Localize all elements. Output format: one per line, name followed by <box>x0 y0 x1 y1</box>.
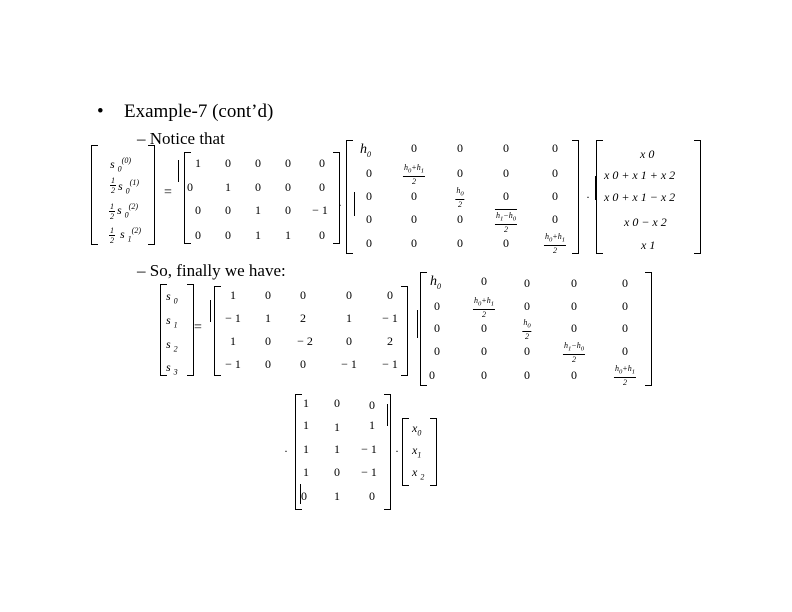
eq2-h12: 0 <box>524 299 530 313</box>
eq2-h30: 0 <box>434 344 440 358</box>
eq1-h42: 0 <box>457 236 463 250</box>
eq2-b20: 1 <box>303 442 309 456</box>
lhs1-right-bracket <box>148 145 155 245</box>
eq1-a04: 0 <box>319 156 325 170</box>
eq2-a21: 0 <box>265 334 271 348</box>
lhs1-s1-2: s $_1^{(2)}$ <box>120 226 141 244</box>
lhs2-s2: s $_2$ <box>166 337 178 354</box>
eq2-b11: 1 <box>334 420 340 434</box>
eq1-a34: 0 <box>319 228 325 242</box>
eq1-h11: $h_0+h_1$ 2 <box>403 163 425 186</box>
lhs2-s3: s $_3$ <box>166 360 178 377</box>
lhs1-s0-0: s $_0^{(0)}$ <box>110 156 131 174</box>
eq2-x-left-bracket <box>402 418 409 486</box>
eq1-h01: 0 <box>411 141 417 155</box>
eq2-b31: 0 <box>334 465 340 479</box>
eq2-x-right-bracket <box>430 418 437 486</box>
eq2-matH-right-bracket <box>645 272 652 386</box>
lhs2-s1: s $_1$ <box>166 313 178 330</box>
eq2-b01: 0 <box>334 396 340 410</box>
eq2-a34: − 1 <box>382 357 398 371</box>
eq2-a12: 2 <box>300 311 306 325</box>
eq2-a31: 0 <box>265 357 271 371</box>
eq1-a24: − 1 <box>312 203 328 217</box>
eq2-b40: 0 <box>301 489 307 503</box>
eq2-a11: 1 <box>265 311 271 325</box>
eq1-x-row2: x 0 + x 1 − x 2 <box>604 190 676 204</box>
eq1-h44: $h_0+h_1$ 2 <box>544 232 566 255</box>
eq2-h0: $h_0$ <box>430 274 441 291</box>
eq1-h14: 0 <box>552 166 558 180</box>
eq2-h20: 0 <box>434 321 440 335</box>
eq1-a31: 0 <box>225 228 231 242</box>
eq1-h33: $h_1-h_0$ 2 <box>495 211 517 234</box>
eq2-h04: 0 <box>622 276 628 290</box>
eq1-x-row4: x 1 <box>641 238 656 252</box>
eq2-h11: $h_0+h_1$ 2 <box>473 296 495 319</box>
eq2-a22: − 2 <box>297 334 313 348</box>
eq1-a33: 1 <box>285 228 291 242</box>
eq1-x-row0: x 0 <box>640 147 655 161</box>
eq2-b22: − 1 <box>361 442 377 456</box>
lhs1-half-2: $\frac{1}{2}$ <box>110 202 114 221</box>
eq2-h41: 0 <box>481 368 487 382</box>
eq2-a20: 1 <box>230 334 236 348</box>
eq2-h40: 0 <box>429 368 435 382</box>
eq2-a13: 1 <box>346 311 352 325</box>
eq2-h22: $h_0$ 2 <box>523 318 531 341</box>
eq2-b21: 1 <box>334 442 340 456</box>
eq1-h13: 0 <box>503 166 509 180</box>
eq2-b10: 1 <box>303 418 309 432</box>
eq2-b32: − 1 <box>361 465 377 479</box>
eq2-matB-bar-right <box>387 404 388 426</box>
lhs1-half-3: $\frac{1}{2}$ <box>110 226 114 245</box>
eq1-x-left-bracket <box>596 140 603 254</box>
eq2-b00: 1 <box>303 396 309 410</box>
eq1-a32: 1 <box>255 228 261 242</box>
lhs1-half-1: $\frac{1}{2}$ <box>111 176 115 195</box>
eq2-a24: 2 <box>387 334 393 348</box>
eq1-matH-right-bracket <box>572 140 579 254</box>
eq1-a21: 0 <box>225 203 231 217</box>
eq1-a22: 1 <box>255 203 261 217</box>
eq1-h32: 0 <box>457 212 463 226</box>
eq2-b30: 1 <box>303 465 309 479</box>
eq2-a10: − 1 <box>225 311 241 325</box>
eq1-dot-1: · <box>338 198 342 212</box>
sub-bullet-finally: – So, finally we have: <box>137 261 286 280</box>
lhs2-s0: s $_0$ <box>166 289 178 306</box>
eq1-h22: $h_0$ 2 <box>456 186 464 209</box>
eq1-a11: 1 <box>225 180 231 194</box>
eq1-a01: 0 <box>225 156 231 170</box>
eq2-h34: 0 <box>622 344 628 358</box>
eq2-a02: 0 <box>300 288 306 302</box>
eq2-h13: 0 <box>571 299 577 313</box>
eq2-h32: 0 <box>524 344 530 358</box>
eq2-a33: − 1 <box>341 357 357 371</box>
eq2-bar <box>210 300 211 322</box>
eq1-a12: 0 <box>255 180 261 194</box>
eq1-h02: 0 <box>457 141 463 155</box>
eq2-h01: 0 <box>481 274 487 288</box>
eq2-a04: 0 <box>387 288 393 302</box>
eq2-b42: 0 <box>369 489 375 503</box>
eq2-bar-2 <box>417 310 418 338</box>
eq2-h21: 0 <box>481 321 487 335</box>
eq2-h03: 0 <box>571 276 577 290</box>
eq1-h03: 0 <box>503 141 509 155</box>
eq1-h12: 0 <box>457 166 463 180</box>
eq2-h24: 0 <box>622 321 628 335</box>
eq2-h10: 0 <box>434 299 440 313</box>
eq1-matH-left-bracket <box>346 140 353 254</box>
eq2-h23: 0 <box>571 321 577 335</box>
eq1-a03: 0 <box>285 156 291 170</box>
eq1-a30: 0 <box>195 228 201 242</box>
eq1-a13: 0 <box>285 180 291 194</box>
eq1-x-row3: x 0 − x 2 <box>624 215 667 229</box>
eq2-a32: 0 <box>300 357 306 371</box>
eq1-h21: 0 <box>411 189 417 203</box>
eq2-b41: 1 <box>334 489 340 503</box>
eq2-a14: − 1 <box>382 311 398 325</box>
eq2-h31: 0 <box>481 344 487 358</box>
eq1-a20: 0 <box>195 203 201 217</box>
eq2-b02: 0 <box>369 398 375 412</box>
bullet: • <box>97 101 104 122</box>
eq1-equals: = <box>164 185 172 200</box>
eq1-h0: $h_0$ <box>360 142 371 159</box>
eq2-h44: $h_0+h_1$ 2 <box>614 364 636 387</box>
eq1-a23: 0 <box>285 203 291 217</box>
eq2-equals: = <box>194 320 202 335</box>
eq2-a23: 0 <box>346 334 352 348</box>
eq2-dot-right: · <box>395 444 399 458</box>
eq2-h02: 0 <box>524 276 530 290</box>
eq2-x2: x $_2$ <box>412 465 425 482</box>
eq2-x1: $x_1$ <box>412 443 422 460</box>
eq2-dot-left: · <box>284 444 288 458</box>
eq1-h40: 0 <box>366 236 372 250</box>
eq2-a30: − 1 <box>225 357 241 371</box>
eq1-dot-2: · <box>586 190 590 204</box>
eq1-h31: 0 <box>411 212 417 226</box>
eq1-h04: 0 <box>552 141 558 155</box>
eq1-a10: 0 <box>187 180 193 194</box>
eq2-h33: $h_1-h_0$ 2 <box>563 341 585 364</box>
eq1-h43: 0 <box>503 236 509 250</box>
eq2-x0: $x_0$ <box>412 421 422 438</box>
eq1-a02: 0 <box>255 156 261 170</box>
eq2-h43: 0 <box>571 368 577 382</box>
eq1-h41: 0 <box>411 236 417 250</box>
eq2-a03: 0 <box>346 288 352 302</box>
eq2-a01: 0 <box>265 288 271 302</box>
eq2-h42: 0 <box>524 368 530 382</box>
eq1-bar <box>178 160 179 182</box>
eq1-h24: 0 <box>552 189 558 203</box>
eq2-h14: 0 <box>622 299 628 313</box>
lhs1-s0-2: s $_0^{(2)}$ <box>117 202 138 220</box>
lhs2-right-bracket <box>187 284 194 376</box>
eq2-b12: 1 <box>369 418 375 432</box>
slide-heading: Example-7 (cont’d) <box>124 101 274 122</box>
eq1-h30: 0 <box>366 212 372 226</box>
eq1-h34: 0 <box>552 212 558 226</box>
lhs1-s0-1: s $_0^{(1)}$ <box>118 178 139 196</box>
eq1-a14: 0 <box>319 180 325 194</box>
eq2-a00: 1 <box>230 288 236 302</box>
sub-bullet-notice: – Notice that <box>137 129 225 148</box>
eq1-x-row1: x 0 + x 1 + x 2 <box>604 168 676 182</box>
eq1-h10: 0 <box>366 166 372 180</box>
eq1-h20: 0 <box>366 189 372 203</box>
eq1-x-right-bracket <box>694 140 701 254</box>
eq1-a00: 1 <box>195 156 201 170</box>
eq1-h23: 0 <box>503 189 509 203</box>
lhs1-left-bracket <box>91 145 98 245</box>
